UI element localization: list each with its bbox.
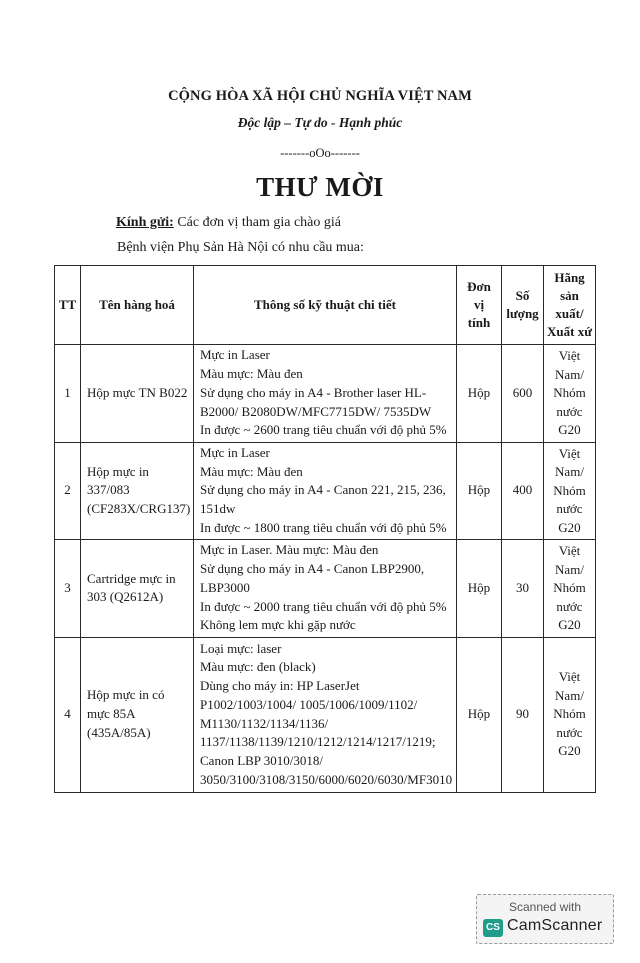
cell-qty: 90: [502, 637, 544, 792]
header-divider: -------oOo-------: [280, 146, 360, 160]
national-motto: Độc lập – Tự do - Hạnh phúc: [237, 115, 403, 130]
cell-line: Màu mực: Màu đen: [200, 463, 303, 479]
cell-line: G20: [558, 617, 581, 632]
cell-unit: Hộp: [457, 442, 502, 540]
cell-line: Sử dụng cho máy in A4 - Brother laser HL-: [200, 384, 427, 400]
cell-line: 303 (Q2612A): [87, 589, 164, 605]
cell-line: nước: [556, 501, 583, 516]
cell-line: Mực in Laser: [200, 444, 270, 460]
cell-spec: [194, 540, 457, 638]
cell-line: Hộp mực TN B022: [87, 384, 188, 400]
cell-line: Xuất xứ: [547, 324, 592, 339]
watermark-brand: CamScanner: [507, 917, 603, 934]
camscanner-logo-icon: CS: [483, 919, 503, 937]
table-row: [55, 637, 596, 792]
cell-line: (CF283X/CRG137): [87, 501, 191, 517]
cell-line: Sử dụng cho máy in A4 - Canon 221, 215, 236,: [200, 482, 446, 498]
table-row: [55, 442, 596, 540]
cell-qty: 30: [502, 540, 544, 638]
cell-origin: [544, 442, 596, 540]
cell-line: In được ~ 1800 trang tiêu chuẩn với độ phủ 5%: [200, 519, 447, 535]
header-spec: Thông số kỹ thuật chi tiết: [194, 266, 457, 345]
table-row: [55, 540, 596, 638]
cell-line: Nhóm: [553, 482, 586, 498]
cell-line: Nam/: [555, 366, 584, 382]
cell-line: Nhóm: [553, 580, 586, 595]
table-row: [55, 345, 596, 443]
cell-spec: [194, 442, 457, 540]
cell-line: Nam/: [555, 687, 584, 703]
cell-line: Nhóm: [553, 385, 586, 400]
cell-qty: 600: [502, 345, 544, 443]
table-header-row: [55, 266, 596, 345]
cell-line: Việt: [558, 543, 581, 558]
cell-line: vị: [473, 297, 485, 312]
header-name: Tên hàng hoá: [81, 266, 194, 345]
cell-line: lượng: [506, 306, 539, 321]
cell-line: Việt: [558, 445, 581, 461]
items-table: [54, 265, 596, 793]
cell-line: Canon LBP 3010/3018/: [200, 752, 324, 768]
cell-line: In được ~ 2000 trang tiêu chuẩn với độ phủ 5%: [200, 598, 447, 614]
cell-line: LBP3000: [200, 579, 250, 595]
header-qty: [502, 266, 544, 345]
cell-line: G20: [558, 743, 581, 759]
cell-line: 3050/3100/3108/3150/6000/6020/6030/MF3010: [200, 771, 453, 787]
cell-name: [81, 637, 194, 792]
document-title: THƯ MỜI: [256, 172, 384, 202]
cell-line: Việt: [558, 348, 581, 363]
cell-line: nước: [556, 403, 583, 419]
cell-tt: 1: [55, 345, 81, 443]
cell-origin: [544, 637, 596, 792]
cell-line: tính: [467, 315, 491, 330]
cell-line: Loại mực: laser: [200, 640, 282, 656]
cell-tt: 2: [55, 442, 81, 540]
cell-origin: [544, 345, 596, 443]
cell-line: Hãng: [554, 270, 585, 285]
cell-spec: [194, 345, 457, 443]
cell-line: G20: [558, 519, 581, 535]
cell-line: Mực in Laser. Màu mực: Màu đen: [200, 542, 379, 558]
cell-line: Hộp mực in: [87, 463, 149, 479]
cell-line: Mực in Laser: [200, 347, 270, 363]
cell-line: 151dw: [200, 501, 236, 517]
cell-line: M1130/1132/1134/1136/: [200, 715, 329, 731]
header-unit: [457, 266, 502, 345]
watermark-caption: Scanned with: [508, 900, 582, 914]
cell-line: nước: [556, 724, 583, 740]
cell-line: P1002/1003/1004/ 1005/1006/1009/1102/: [200, 696, 418, 712]
cell-line: Số: [515, 288, 530, 303]
cell-line: In được ~ 2600 trang tiêu chuẩn với độ phủ 5%: [200, 422, 447, 438]
cell-line: nước: [556, 598, 583, 614]
cell-line: Dùng cho máy in: HP LaserJet: [200, 678, 360, 694]
cell-line: Màu mực: Màu đen: [200, 366, 303, 382]
cell-line: (435A/85A): [87, 724, 151, 740]
cell-unit: Hộp: [457, 540, 502, 638]
cell-origin: [544, 540, 596, 638]
intro-text: Bệnh viện Phụ Sản Hà Nội có nhu cầu mua:: [117, 240, 364, 255]
greeting-label: Kính gửi:: [116, 215, 174, 230]
national-title: CỘNG HÒA XÃ HỘI CHỦ NGHĨA VIỆT NAM: [168, 88, 472, 104]
cell-name: [81, 442, 194, 540]
cell-unit: Hộp: [457, 637, 502, 792]
header-origin: [544, 266, 596, 345]
greeting-text: Các đơn vị tham gia chào giá: [173, 215, 341, 230]
cell-line: Việt: [558, 669, 581, 685]
cell-line: Nhóm: [553, 706, 586, 722]
header-tt: TT: [55, 266, 81, 345]
cell-line: Sử dụng cho máy in A4 - Canon LBP2900,: [200, 561, 425, 577]
cell-line: Nam/: [555, 561, 584, 577]
cell-line: Nam/: [555, 464, 584, 479]
cell-line: 1137/1138/1139/1210/1212/1214/1217/1219;: [200, 734, 436, 750]
camscanner-watermark: [476, 894, 614, 944]
cell-name: [81, 345, 194, 443]
cell-qty: 400: [502, 442, 544, 540]
cell-line: Màu mực: đen (black): [200, 659, 316, 675]
cell-line: sản: [560, 288, 579, 303]
cell-line: G20: [558, 422, 581, 437]
cell-tt: 3: [55, 540, 81, 638]
cell-tt: 4: [55, 637, 81, 792]
cell-spec: [194, 637, 457, 792]
greeting: [116, 215, 341, 231]
cell-line: mực 85A: [87, 706, 136, 722]
cell-line: Hộp mực in có: [87, 687, 165, 703]
cell-name: [81, 540, 194, 638]
cell-line: xuất/: [555, 306, 584, 321]
cell-line: Cartridge mực in: [87, 570, 176, 586]
cell-line: 337/083: [87, 482, 130, 498]
cell-line: B2000/ B2080DW/MFC7715DW/ 7535DW: [200, 403, 432, 419]
cell-line: Đơn: [467, 279, 491, 294]
cell-line: Không lem mực khi gặp nước: [200, 617, 356, 633]
cell-unit: Hộp: [457, 345, 502, 443]
